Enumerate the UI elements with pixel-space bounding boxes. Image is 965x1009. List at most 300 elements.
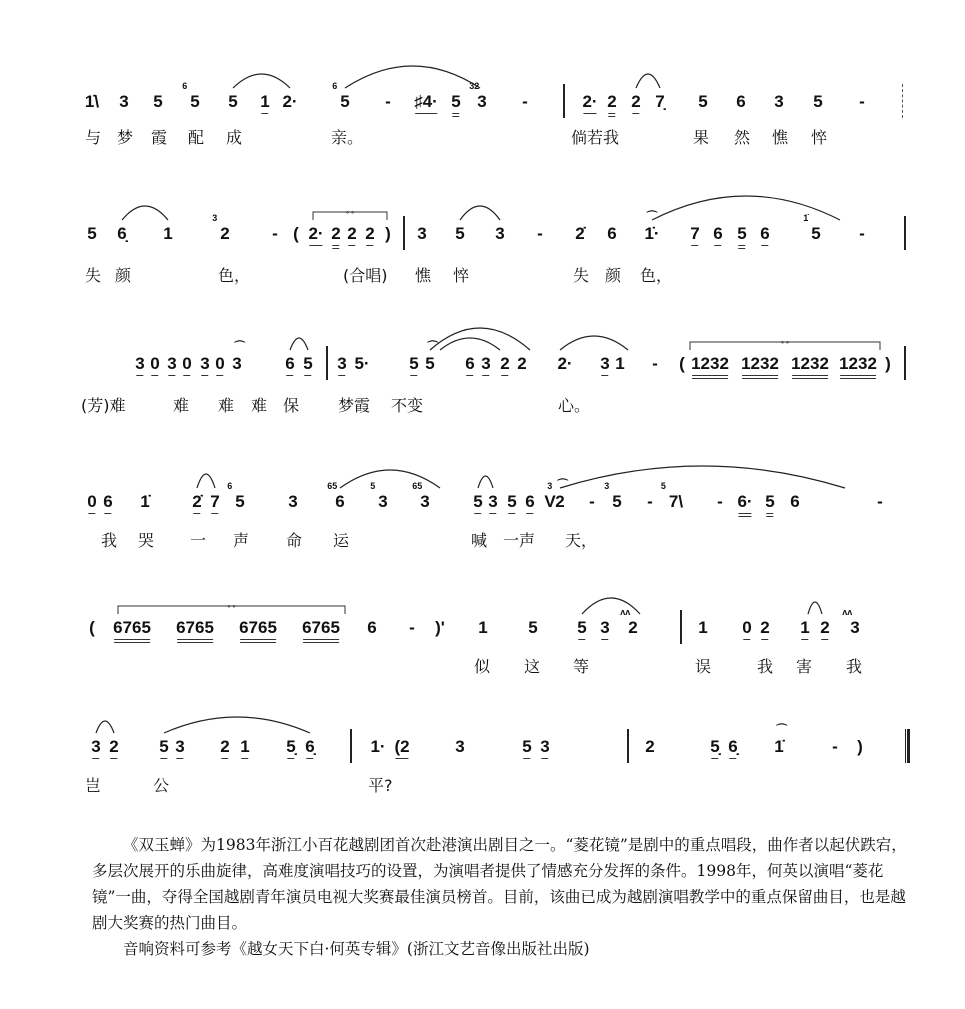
note-value: 2	[628, 618, 638, 637]
note	[469, 81, 487, 112]
note	[615, 354, 624, 374]
note-value: 3	[135, 354, 145, 373]
note-value: 5	[451, 92, 461, 111]
note-value: 5	[153, 92, 163, 111]
repeat-mark: ∘∘	[780, 338, 791, 347]
lyric: 难	[218, 396, 235, 415]
note-value: )	[385, 224, 391, 243]
slur	[122, 206, 168, 220]
slur	[430, 328, 530, 350]
underline	[742, 378, 778, 379]
note	[859, 224, 865, 244]
note-value: 6	[607, 224, 617, 243]
note-value: 5	[409, 354, 419, 373]
note-value: 3	[850, 618, 860, 637]
note	[713, 224, 722, 244]
note-value: 3	[540, 737, 550, 756]
note	[409, 618, 415, 638]
note	[260, 92, 269, 112]
note	[455, 737, 464, 757]
underline	[711, 758, 718, 759]
note-value: -	[859, 92, 865, 111]
note-value: )	[885, 354, 891, 373]
underline	[792, 378, 828, 379]
lyric: 失	[573, 266, 590, 285]
lyric: 失	[85, 266, 102, 285]
note	[227, 481, 245, 512]
note-value: 2	[631, 92, 641, 111]
lyric: 梦霞	[338, 396, 371, 415]
slur	[340, 470, 440, 488]
note-value: 2·	[282, 92, 298, 111]
grace-note: ʌʌ	[842, 607, 853, 617]
underline	[114, 642, 150, 643]
note-value: 2	[645, 737, 655, 756]
note	[182, 354, 191, 374]
underline	[578, 639, 585, 640]
note-value: 5·	[354, 354, 370, 373]
underline	[692, 378, 728, 379]
note-value: 6̣	[117, 224, 127, 243]
underline	[632, 113, 639, 114]
note	[679, 354, 685, 374]
note	[347, 224, 356, 244]
fermata-icon: ⌒	[776, 724, 788, 736]
lyric: 我	[757, 657, 774, 676]
underline	[840, 375, 876, 376]
note	[832, 737, 838, 757]
slur	[478, 476, 493, 488]
note	[153, 92, 162, 112]
note-value: 6765	[176, 618, 214, 637]
underline	[466, 375, 473, 376]
underline	[691, 245, 698, 246]
note-value: 2	[517, 354, 527, 373]
note	[800, 618, 809, 638]
note-value: 5	[813, 92, 823, 111]
note	[525, 492, 534, 512]
note	[790, 492, 799, 512]
slur	[440, 338, 500, 350]
note	[119, 92, 128, 112]
note	[575, 224, 584, 244]
note-value: 5	[228, 92, 238, 111]
note-value: 3	[600, 618, 610, 637]
slur	[197, 474, 215, 488]
note	[698, 618, 707, 638]
underline	[738, 245, 745, 246]
underline	[303, 642, 339, 643]
grace-note: 1̇	[803, 213, 809, 223]
underline	[201, 375, 208, 376]
note	[354, 354, 369, 374]
note	[540, 737, 549, 757]
underline	[240, 642, 276, 643]
note-value: 3	[200, 354, 210, 373]
note	[109, 737, 118, 757]
note	[308, 224, 323, 244]
lyric: 我	[846, 657, 863, 676]
note-value: 0	[87, 492, 97, 511]
footnote-reference: 音响资料可参考《越女天下白·何英专辑》(浙江文艺音像出版社出版)	[123, 940, 590, 958]
note-value: 6765	[113, 618, 151, 637]
lyric: 色，	[640, 266, 673, 285]
note	[228, 92, 237, 112]
note-value: 7̣	[655, 92, 665, 111]
note-value: 6	[103, 492, 113, 511]
note-value: 3	[774, 92, 784, 111]
note-value: 5	[190, 92, 200, 111]
note	[331, 224, 340, 244]
note-value: 6	[465, 354, 475, 373]
note-value: 0	[150, 354, 160, 373]
underline	[601, 375, 608, 376]
lyric: 难	[173, 396, 190, 415]
underline	[526, 513, 533, 514]
lyric: 果	[693, 128, 710, 147]
underline	[801, 639, 808, 640]
lyric: 霞	[151, 128, 168, 147]
underline	[601, 639, 608, 640]
underline	[286, 375, 293, 376]
note	[600, 618, 609, 638]
note	[385, 92, 391, 112]
note-value: 5	[528, 618, 538, 637]
note	[212, 213, 230, 244]
note-value: 2	[220, 737, 230, 756]
note	[103, 492, 112, 512]
note-value: 6	[713, 224, 723, 243]
note-value: 6̣	[728, 737, 738, 756]
underline	[523, 758, 530, 759]
lyric: 等	[573, 657, 590, 676]
note-value: 3	[175, 737, 185, 756]
note	[690, 224, 699, 244]
note-value: 5	[303, 354, 313, 373]
underline	[482, 375, 489, 376]
underline	[821, 639, 828, 640]
note-value: 1	[698, 618, 708, 637]
note-value: 1	[240, 737, 250, 756]
grace-note: 3	[547, 481, 553, 491]
underline	[136, 375, 143, 376]
note	[286, 737, 295, 757]
note-value: 6	[335, 492, 345, 511]
repeat-bracket	[690, 342, 880, 350]
note	[232, 341, 246, 374]
barline	[563, 84, 565, 118]
note	[425, 341, 439, 374]
lyric: 悴	[453, 266, 470, 285]
slur	[582, 598, 640, 614]
slur	[96, 721, 114, 733]
lyric: (芳)难	[81, 396, 126, 415]
note	[495, 224, 504, 244]
note	[857, 737, 863, 757]
barline	[350, 729, 352, 763]
lyric: 运	[333, 531, 350, 550]
note-value: 6765	[239, 618, 277, 637]
note-value: -	[522, 92, 528, 111]
note-value: 3	[288, 492, 298, 511]
note	[528, 618, 537, 638]
underline	[114, 639, 150, 640]
note-value: 5̣	[286, 737, 296, 756]
note	[839, 354, 877, 374]
note	[282, 92, 297, 112]
note-value: 3	[232, 354, 242, 373]
underline	[304, 375, 311, 376]
note	[647, 492, 653, 512]
underline	[177, 642, 213, 643]
underline	[88, 513, 95, 514]
note	[774, 724, 788, 757]
note	[500, 354, 509, 374]
lyric: 保	[283, 396, 300, 415]
slur	[290, 338, 308, 350]
slur	[636, 74, 660, 88]
note-value: -	[537, 224, 543, 243]
note-value: 2·	[308, 224, 324, 243]
note-value: 6̣	[305, 737, 315, 756]
note-value: 2	[820, 618, 830, 637]
note	[813, 92, 822, 112]
note-value: 2	[760, 618, 770, 637]
note-value: 5	[425, 354, 435, 373]
grace-note: 32	[469, 81, 480, 91]
fermata-icon: ⌒	[557, 479, 569, 491]
note	[192, 492, 201, 512]
note	[370, 737, 385, 757]
note-value: 5	[737, 224, 747, 243]
note	[600, 354, 609, 374]
lyric: (合唱)	[343, 266, 388, 285]
note	[885, 354, 891, 374]
note-value: 3	[167, 354, 177, 373]
underline	[738, 248, 745, 249]
note-value: 6	[736, 92, 746, 111]
lyric: 一声	[503, 531, 536, 550]
note-value: 1232	[691, 354, 729, 373]
underline	[104, 513, 111, 514]
note-value: 2̇	[192, 492, 202, 511]
note	[293, 224, 299, 244]
note-value: 7\	[668, 492, 684, 511]
note	[698, 92, 707, 112]
note-value: 3	[600, 354, 610, 373]
lyric: 憔	[415, 266, 432, 285]
underline	[110, 758, 117, 759]
note	[272, 224, 278, 244]
note	[877, 492, 883, 512]
note-value: 3	[91, 737, 101, 756]
note	[728, 737, 737, 757]
underline	[366, 245, 373, 246]
slur	[233, 74, 290, 88]
underline	[211, 513, 218, 514]
note	[305, 737, 314, 757]
lyric: 声	[233, 531, 250, 550]
note-value: 7	[210, 492, 220, 511]
underline	[160, 758, 167, 759]
note	[337, 354, 346, 374]
note	[607, 224, 616, 244]
note-value: 1̇\	[84, 92, 100, 111]
slur	[164, 717, 310, 733]
underline	[240, 639, 276, 640]
underline	[743, 639, 750, 640]
underline	[583, 113, 596, 114]
note-value: 3	[417, 224, 427, 243]
note-value: 3	[481, 354, 491, 373]
note	[691, 354, 729, 374]
note-value: (2	[394, 737, 410, 756]
underline	[183, 375, 190, 376]
note-value: 6	[790, 492, 800, 511]
note-value: 0	[215, 354, 225, 373]
note	[365, 224, 374, 244]
underline	[501, 375, 508, 376]
note-value: 2	[555, 492, 565, 511]
grace-note: 65	[412, 481, 423, 491]
note	[370, 481, 388, 512]
note	[140, 492, 149, 512]
note-value: 2̇	[575, 224, 585, 243]
note	[577, 618, 586, 638]
note	[412, 481, 430, 512]
lyric: 岂	[85, 776, 102, 795]
underline	[306, 758, 313, 759]
note-value: 0	[742, 618, 752, 637]
underline	[608, 113, 615, 114]
note	[87, 492, 96, 512]
note-value: 2·	[557, 354, 573, 373]
underline	[395, 758, 408, 759]
underline	[714, 245, 721, 246]
note-value: 5	[612, 492, 622, 511]
note-value: 0	[182, 354, 192, 373]
note	[582, 92, 597, 112]
note-value: 6·	[737, 492, 753, 511]
note-value: 5	[340, 92, 350, 111]
slur	[460, 206, 500, 220]
barline	[680, 610, 682, 644]
barline	[326, 346, 328, 380]
note-value: 5	[159, 737, 169, 756]
note-value: 1	[163, 224, 173, 243]
note-value: )'	[435, 618, 445, 637]
note	[741, 354, 779, 374]
barline	[904, 346, 906, 380]
underline	[692, 375, 728, 376]
underline	[332, 248, 339, 249]
note	[481, 354, 490, 374]
note-value: 5	[455, 224, 465, 243]
note	[210, 492, 219, 512]
underline	[541, 758, 548, 759]
note-value: (	[293, 224, 299, 243]
note-value: 1232	[741, 354, 779, 373]
lyric: 这	[524, 657, 541, 676]
lyric: 误	[695, 657, 712, 676]
note	[159, 737, 168, 757]
underline	[303, 639, 339, 640]
note	[455, 224, 464, 244]
underline	[452, 116, 459, 117]
underline	[474, 513, 481, 514]
underline	[729, 758, 736, 759]
note-value: 3	[420, 492, 430, 511]
note	[182, 81, 200, 112]
underline	[348, 245, 355, 246]
note	[200, 354, 209, 374]
lyric: 悴	[811, 128, 828, 147]
note	[220, 737, 229, 757]
note-value: 3	[337, 354, 347, 373]
slur	[808, 602, 822, 614]
note	[774, 92, 783, 112]
note	[522, 737, 531, 757]
lyric: 哭	[138, 531, 155, 550]
lyric: 然	[734, 128, 751, 147]
note-value: -	[647, 492, 653, 511]
underline	[338, 375, 345, 376]
note-value: V	[544, 492, 556, 511]
grace-note: 6	[332, 81, 338, 91]
note-value: 2·	[582, 92, 598, 111]
note-value: 2	[331, 224, 341, 243]
note-value: 2	[347, 224, 357, 243]
repeat-mark: ∘∘	[345, 208, 356, 217]
note-value: -	[409, 618, 415, 637]
lyric: 公	[153, 776, 170, 795]
note	[660, 481, 684, 512]
note-value: 5	[811, 224, 821, 243]
footnote	[92, 832, 912, 962]
note-value: 1232	[791, 354, 829, 373]
repeat-mark: ∘∘	[226, 602, 237, 611]
grace-note: ʌʌ	[620, 607, 631, 617]
barline	[904, 216, 906, 250]
note	[631, 92, 640, 112]
note-value: 5	[473, 492, 483, 511]
note	[240, 737, 249, 757]
underline	[792, 375, 828, 376]
note	[517, 354, 526, 374]
lyric: 成	[226, 128, 243, 147]
lyric: 命	[286, 531, 303, 550]
note	[547, 479, 569, 512]
underline	[287, 758, 294, 759]
note-value: 5	[522, 737, 532, 756]
note	[435, 618, 445, 638]
underline	[309, 245, 322, 246]
note-value: 5	[765, 492, 775, 511]
note-value: -	[877, 492, 883, 511]
note-value: -	[589, 492, 595, 511]
note-value: 1	[478, 618, 488, 637]
lyric: 梦	[117, 128, 134, 147]
note-value: 6765	[302, 618, 340, 637]
note-value: 3	[495, 224, 505, 243]
note	[417, 224, 426, 244]
slur	[560, 466, 845, 488]
underline	[151, 375, 158, 376]
note	[285, 354, 294, 374]
note-value: 6	[285, 354, 295, 373]
note-value: 6	[760, 224, 770, 243]
note-value: 2	[365, 224, 375, 243]
